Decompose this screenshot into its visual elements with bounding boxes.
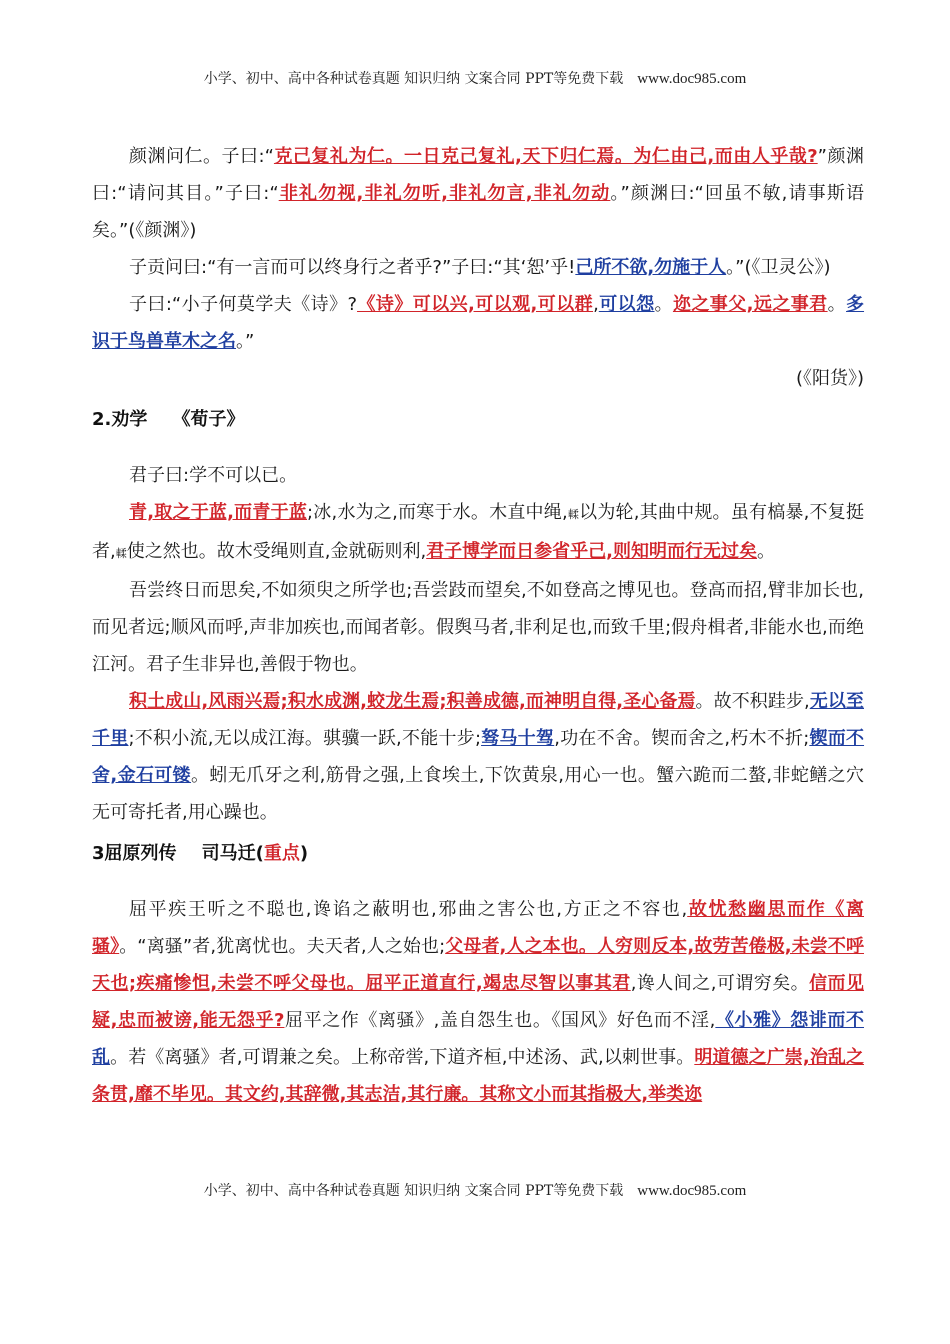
highlight-blue: 多识于鸟兽草木之名 (92, 294, 865, 352)
text-run: 颜渊问仁。子曰:“ (129, 146, 274, 167)
page-header (0, 68, 950, 88)
header-text: 小学、初中、高中各种试卷真题 知识归纳 文案合同 PPT等免费下载 (203, 71, 624, 87)
header-site[interactable]: www.doc985.com (637, 71, 747, 87)
text-run: 。故不积跬步, (695, 691, 810, 712)
highlight-red: 《诗》可以兴,可以观,可以群 (357, 294, 594, 315)
section-title-quyuan (92, 841, 864, 867)
footer-text: 小学、初中、高中各种试卷真题 知识归纳 文案合同 PPT等免费下载 (203, 1183, 624, 1199)
text-run: , (593, 294, 599, 315)
text-run: 。”颜渊曰:“回虽不敏,请事斯语矣。”(《颜渊》) (92, 183, 865, 241)
text-run: 。 (654, 294, 673, 315)
text-run: 使之然也。故木受绳则直,金就砺则利, (126, 541, 427, 562)
section-number-title: 2.劝学 (92, 409, 148, 430)
small-char: 輮 (567, 508, 580, 521)
lunyu-weiling-paragraph (92, 249, 864, 286)
text-run: 子贡问曰:“有一言而可以终身行之者乎?”子曰:“其‘恕’乎! (129, 257, 576, 278)
text-run: 以为轮,其曲中规。虽有槁暴,不复挺者, (92, 502, 864, 562)
highlight-blue: 无以至千里 (92, 691, 864, 749)
section-author: 《荀子》 (172, 409, 245, 430)
text-run: ,功在不舍。锲而舍之,朽木不折; (554, 728, 810, 749)
section-title-quanxue (92, 407, 864, 433)
highlight-red: 非礼勿视,非礼勿听,非礼勿言,非礼勿动 (278, 183, 611, 204)
text-run: 。“离骚”者,犹离忧也。夫天者,人之始也; (119, 936, 446, 957)
highlight-red: 迩之事父,远之事君 (672, 294, 828, 315)
text-run: 。”(《卫灵公》) (726, 257, 831, 278)
quyuan-paragraph-1 (92, 891, 864, 1113)
text-run: ;冰,水为之,而寒于水。木直中绳, (307, 502, 568, 523)
text-run: 。 (757, 541, 776, 562)
text-run: 。若《离骚》者,可谓兼之矣。上称帝喾,下道齐桓,中述汤、武,以刺世事。 (110, 1047, 695, 1068)
paren: ( (255, 843, 264, 864)
text-run: ”颜渊曰:“请问其目。”子曰:“ (92, 146, 865, 204)
highlight-red: 父母者,人之本也。人穷则反本,故劳苦倦极,未尝不呼天也;疾痛惨怛,未尝不呼父母也。屈平正道直行,竭忠尽智以事其君 (92, 936, 864, 994)
page-footer (0, 1180, 950, 1200)
highlight-red: 信而见疑,忠而被谤,能无怨乎? (92, 973, 865, 1031)
highlight-red: 明道德之广崇,治乱之条贯,靡不毕见。其文约,其辞微,其志洁,其行廉。其称文小而其指极大,举类迩 (92, 1047, 865, 1105)
text-run: ;不积小流,无以成江海。骐骥一跃,不能十步; (128, 728, 482, 749)
footer-site[interactable]: www.doc985.com (637, 1183, 747, 1199)
highlight-red: 克己复礼为仁。一日克己复礼,天下归仁焉。为仁由己,而由人乎哉? (273, 146, 818, 167)
text-run: 子曰:“小子何莫学夫《诗》? (129, 294, 358, 315)
highlight-red: 君子博学而日参省乎己,则知明而行无过矣 (426, 541, 758, 562)
text-run: 。” (236, 331, 255, 352)
small-char: 輮 (115, 547, 127, 560)
highlight-blue: 《小雅》怨诽而不乱 (92, 1010, 864, 1068)
highlight-red: 积土成山,风雨兴焉;积水成渊,蛟龙生焉;积善成德,而神明自得,圣心备焉 (129, 691, 696, 712)
text-run: 屈平疾王听之不聪也,谗谄之蔽明也,邪曲之害公也,方正之不容也, (129, 899, 688, 920)
lunyu-yanyuan-paragraph (92, 138, 864, 249)
section-number-title: 3屈原列传 (92, 843, 177, 864)
text-run: 屈平之作《离骚》,盖自怨生也。《国风》好色而不淫, (284, 1010, 716, 1031)
quanxue-paragraph-4 (92, 683, 864, 831)
source-yanghuo: (《阳货》) (795, 368, 864, 389)
highlight-blue: 驽马十驾 (481, 728, 555, 749)
highlight-blue: 锲而不舍,金石可镂 (92, 728, 865, 786)
paren: ) (299, 843, 309, 864)
quanxue-paragraph-2 (92, 494, 864, 572)
text-run: 。 (827, 294, 847, 315)
highlight-blue: 可以怨 (598, 294, 655, 315)
lunyu-yanghuo-paragraph (92, 286, 864, 360)
quanxue-paragraph-3: 吾尝终日而思矣,不如须臾之所学也;吾尝跂而望矣,不如登高之博见也。登高而招,臂非加长也,而见者远;顺风而呼,声非加疾也,而闻者彰。假舆马者,非利足也,而致千里;假舟楫者,非能水也,而绝江河。君子生非异也,善假于物也。 (92, 580, 864, 675)
text-run: ,谗人间之,可谓穷矣。 (630, 973, 810, 994)
highlight-red: 青,取之于蓝,而青于蓝 (129, 502, 308, 523)
document-body (92, 138, 864, 1113)
highlight-red: 故忧愁幽思而作《离骚》 (92, 899, 864, 957)
section-author: 司马迁 (201, 843, 256, 864)
text-run: 。蚓无爪牙之利,筋骨之强,上食埃土,下饮黄泉,用心一也。蟹六跪而二螯,非蛇鳝之穴无可寄托者,用心躁也。 (92, 765, 864, 823)
highlight-blue: 己所不欲,勿施于人 (575, 257, 727, 278)
quanxue-paragraph-1: 君子曰:学不可以已。 (129, 465, 298, 486)
key-point-tag: 重点 (263, 843, 300, 864)
